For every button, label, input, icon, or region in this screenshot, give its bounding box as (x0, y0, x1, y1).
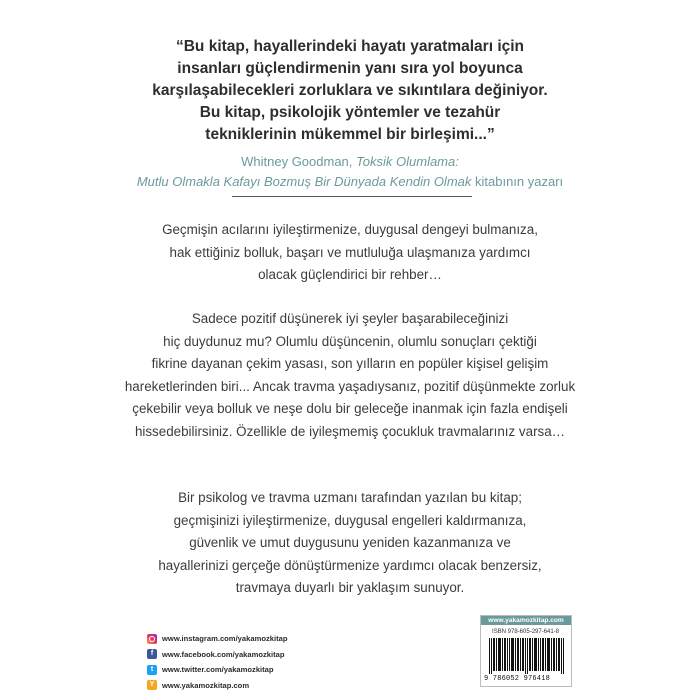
quote-line: karşılaşabilecekleri zorluklara ve sıkıntılara değiniyor. (152, 82, 548, 99)
paragraph-line: Sadece pozitif düşünerek iyi şeyler başarabileceğinizi (191, 311, 509, 326)
barcode-digits: 9 786052 976418 (484, 675, 551, 683)
isbn-box-url: www.yakamozkitap.com (481, 616, 571, 625)
barcode-image (489, 638, 565, 674)
paragraph-line: geçmişinizi iyileştirmenize, duygusal engelleri kaldırmanıza, (173, 512, 527, 528)
paragraph-line: hareketlerinden biri... Ancak travma yaşadıysanız, pozitif düşünmekte zorluk (124, 378, 576, 394)
quote-line: Bu kitap, psikolojik yöntemler ve tezahür (199, 104, 501, 121)
twitter-icon: t (147, 665, 157, 675)
divider-line (232, 196, 472, 197)
website-url: www.yakamozkitap.com (162, 680, 250, 690)
attribution-suffix: kitabının yazarı (475, 174, 564, 189)
quote-line: tekniklerinin mükemmel bir birleşimi...” (205, 126, 495, 143)
paragraph-line: çekebilir veya bolluk ve neşe dolu bir geleceğe inanmak için fazla endişeli (132, 401, 568, 416)
facebook-icon: f (147, 649, 157, 659)
instagram-icon (147, 634, 157, 644)
paragraph-line: fikrine dayanan çekim yasası, son yılların en popüler kişisel gelişim (151, 356, 549, 371)
description-paragraph-1 (110, 219, 590, 287)
paragraph-line: olacak güçlendirici bir rehber… (258, 267, 442, 282)
paragraph-line: hak ettiğiniz bolluk, başarı ve mutluluğa ulaşmanıza yardımcı (169, 244, 531, 260)
paragraph-line: hissedebilirsiniz. Özellikle de iyileşmemiş çocukluk travmalarınız varsa… (134, 423, 566, 439)
isbn-label: ISBN 978-605-297-641-8 (492, 629, 560, 635)
isbn-barcode-box (480, 615, 572, 687)
paragraph-line: hiç duydunuz mu? Olumlu düşüncenin, olumlu sonuçları çektiği (163, 333, 537, 349)
quote-attribution (120, 152, 580, 192)
paragraph-line: güvenlik ve umut duygusunu yeniden kazanmanıza ve (189, 535, 511, 550)
paragraph-line: travmaya duyarlı bir yaklaşım sunuyor. (235, 580, 465, 595)
paragraph-line: Bir psikolog ve travma uzmanı tarafından yazılan bu kitap; (178, 490, 522, 505)
attribution-title-line2: Mutlu Olmakla Kafayı Bozmuş Bir Dünyada Kendin Olmak (136, 174, 472, 189)
website-icon: Y (147, 680, 157, 690)
facebook-link[interactable] (147, 647, 347, 662)
paragraph-line: hayallerinizi gerçeğe dönüştürmenize yardımcı olacak benzersiz, (158, 557, 542, 573)
social-links (147, 631, 347, 693)
attribution-author: Whitney Goodman, (241, 154, 353, 169)
twitter-url: www.twitter.com/yakamozkitap (162, 665, 274, 675)
facebook-url: www.facebook.com/yakamozkitap (162, 649, 285, 659)
quote-line: “Bu kitap, hayallerindeki hayatı yaratmaları için (175, 38, 525, 55)
paragraph-line: Geçmişin acılarını iyileştirmenize, duygusal dengeyi bulmanıza, (162, 222, 538, 237)
description-paragraph-2 (110, 308, 590, 443)
website-link[interactable] (147, 678, 347, 693)
twitter-link[interactable] (147, 662, 347, 677)
quote-line: insanları güçlendirmenin yanı sıra yol boyunca (177, 60, 523, 77)
instagram-link[interactable] (147, 631, 347, 646)
description-paragraph-3 (110, 487, 590, 600)
attribution-title-line1: Toksik Olumlama: (356, 154, 459, 169)
back-cover-quote (140, 36, 560, 146)
instagram-url: www.instagram.com/yakamozkitap (162, 634, 288, 643)
